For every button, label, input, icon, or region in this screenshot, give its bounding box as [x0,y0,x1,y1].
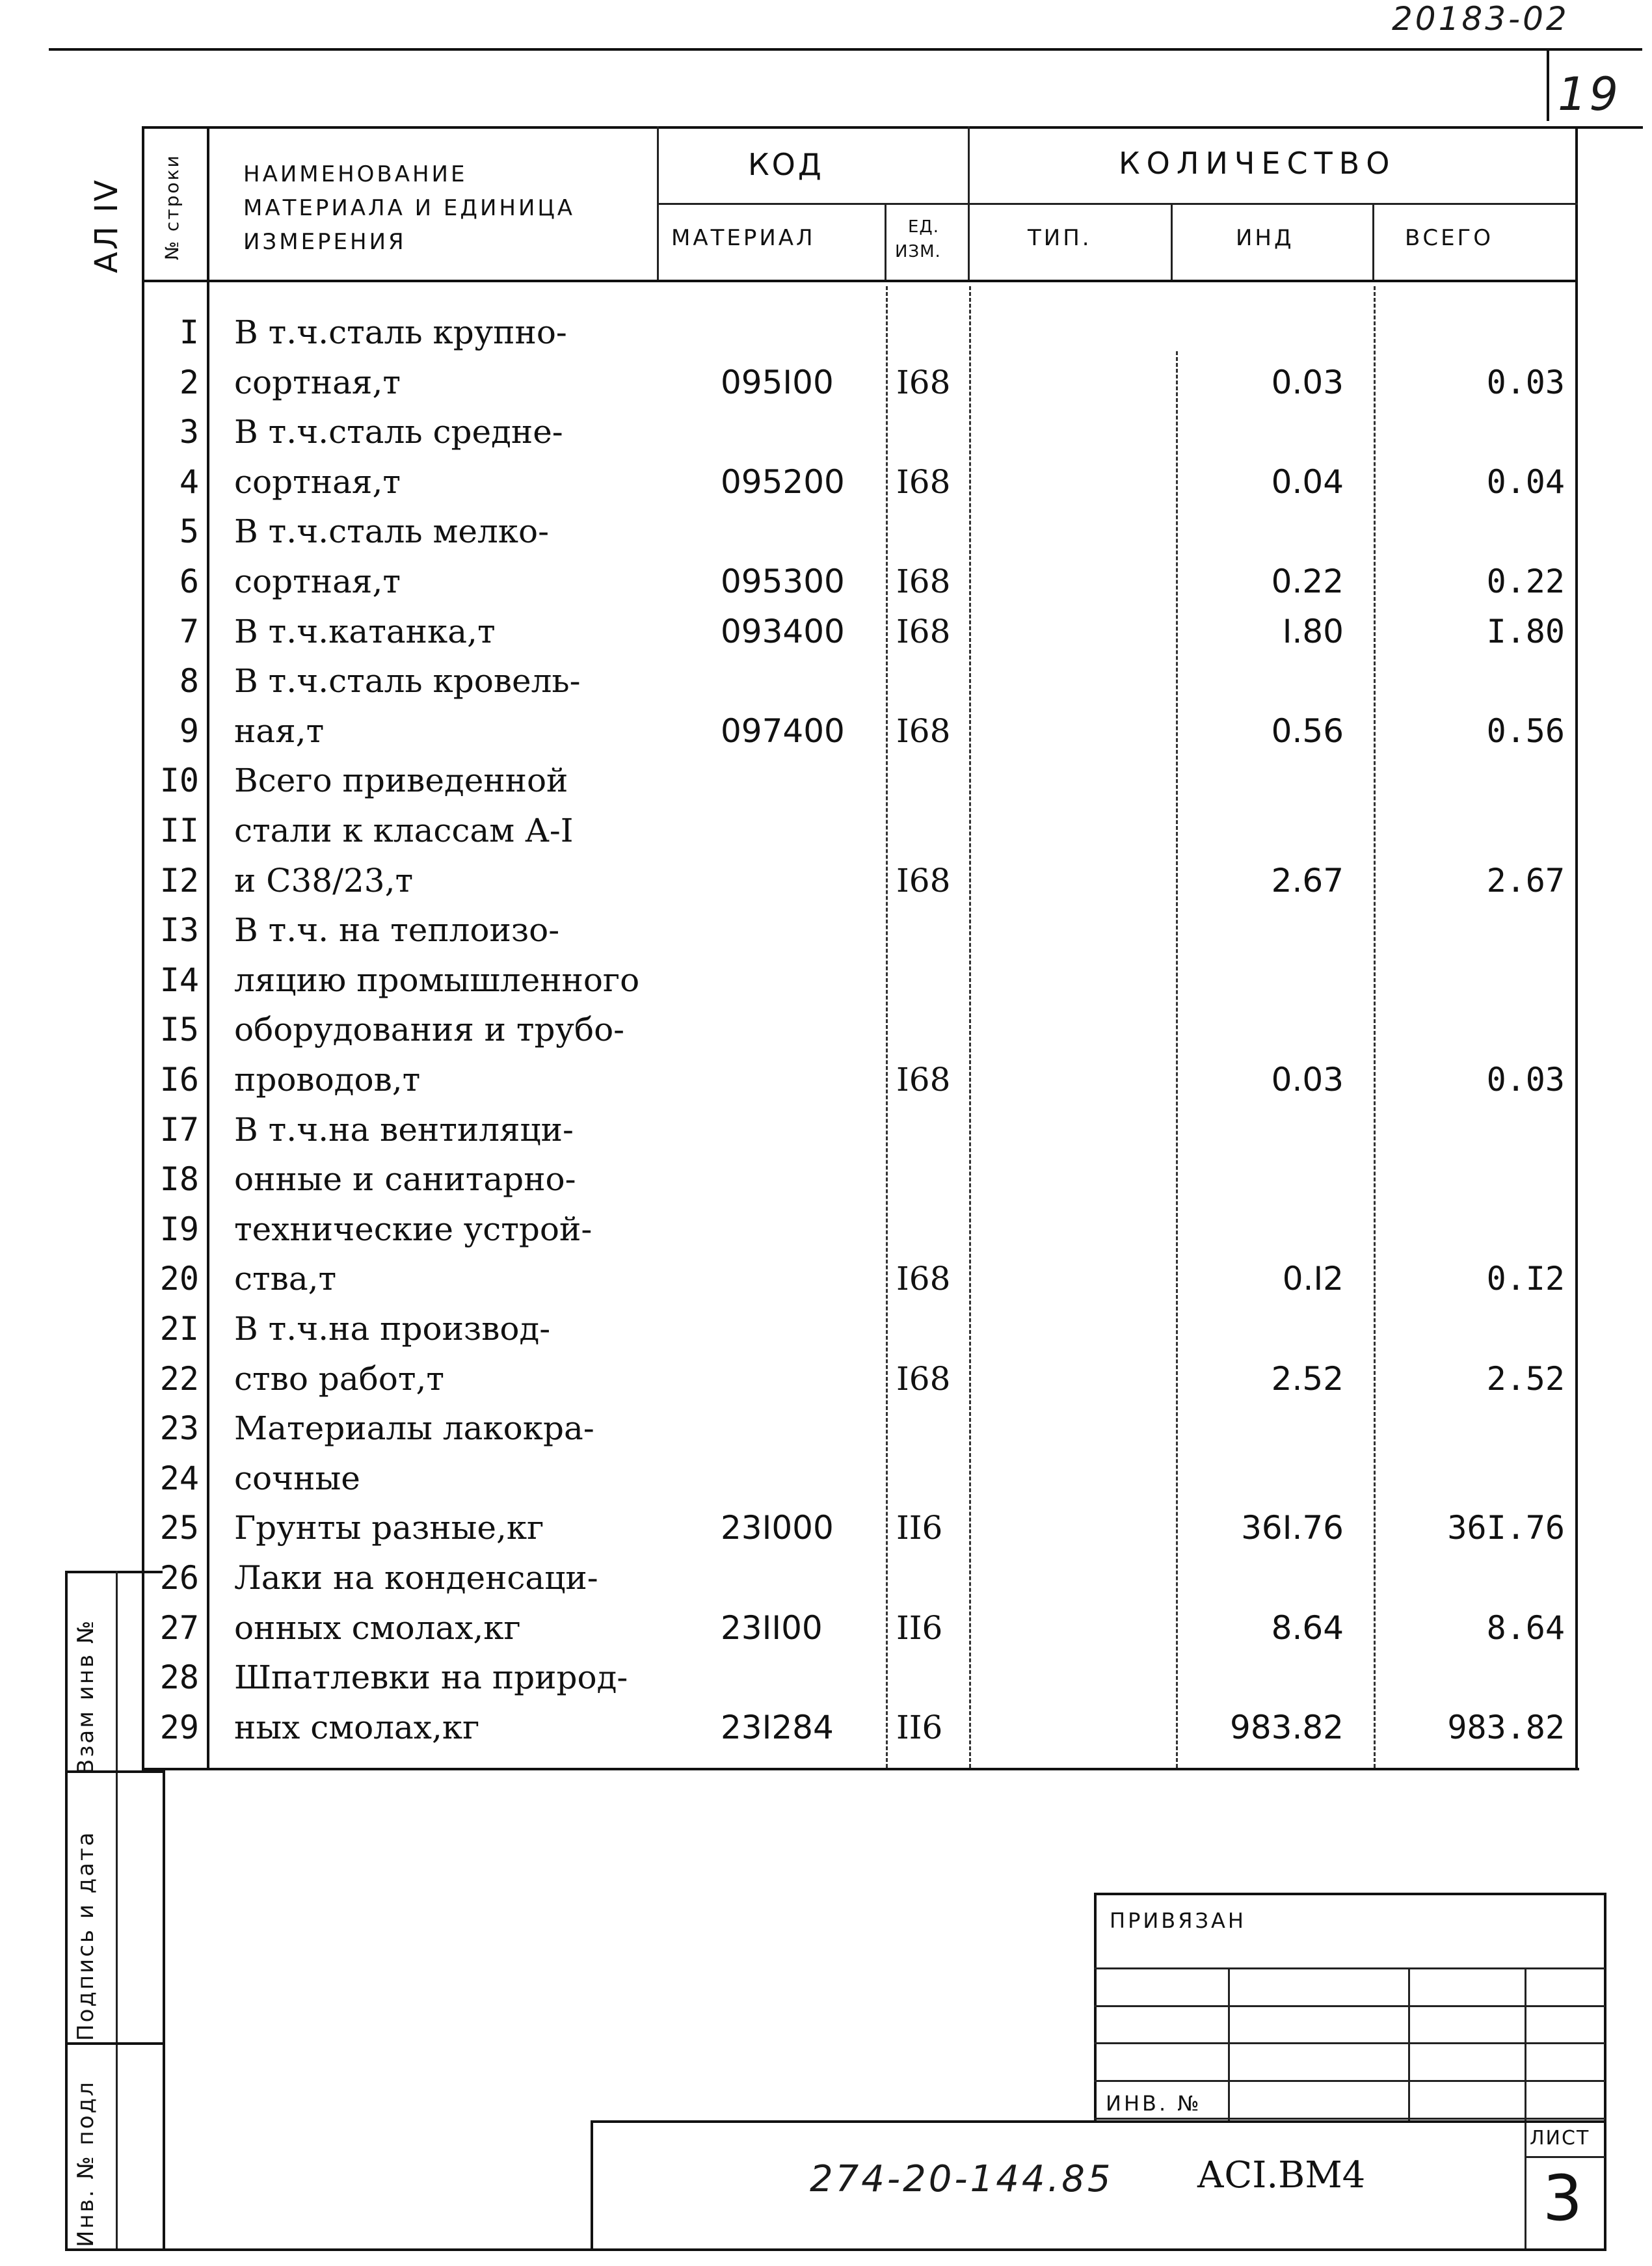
col-div-material-header [885,203,886,280]
row-total: 0.03 [1486,364,1565,401]
header-izm: ИЗМ. [895,242,941,261]
row-code: 093400 [721,613,845,650]
row-total: 983.82 [1447,1709,1565,1746]
row-ind: 2.67 [1271,862,1344,900]
row-name: Всего приведенной [234,762,568,799]
row-number: 24 [159,1460,199,1497]
side-strip-mid [116,1571,118,2248]
row-number: 29 [159,1709,199,1746]
table-header-bottom [142,280,1578,282]
col-div-unit [969,286,971,1768]
col-div-number [207,126,209,1768]
header-material: МАТЕРИАЛ [671,225,816,251]
row-name: сортная,т [234,563,401,600]
row-ind: 0.04 [1271,463,1344,501]
row-code: 23II00 [721,1609,823,1647]
list-number: 3 [1543,2162,1583,2235]
col-div-tip-header [1171,203,1173,280]
corner-box-line [1547,48,1549,121]
page-bottom-border [65,2248,1606,2251]
col-div-material [886,286,888,1768]
top-rule [49,48,1642,51]
top-stamp-number: 20183-02 [1392,0,1569,38]
row-name: В т.ч.сталь мелко- [234,513,549,550]
row-total: 0.04 [1486,463,1565,501]
row-unit: I68 [896,1360,951,1398]
stamp-rule-1 [1094,1967,1605,1969]
list-divider [1525,2156,1605,2158]
row-unit: I68 [896,364,951,401]
row-number: I0 [159,762,199,799]
row-name: проводов,т [234,1061,421,1099]
header-name-line3: ИЗМЕРЕНИЯ [243,229,406,255]
col-div-name-header [657,126,659,280]
row-ind: 0.I2 [1282,1260,1344,1298]
row-code: 095300 [721,563,845,600]
row-ind: 8.64 [1271,1609,1344,1647]
row-code: 23I284 [721,1709,834,1746]
row-number: II [159,812,199,849]
doc-code: 274-20-144.85 [810,2158,1113,2200]
header-ind: ИНД [1236,225,1294,251]
row-number: 8 [179,662,199,700]
stamp-rule-2 [1094,2005,1605,2007]
sheet-corner-number: 19 [1558,68,1621,121]
row-unit: I68 [896,613,951,650]
row-name: В т.ч.катанка,т [234,613,496,650]
row-number: 3 [179,413,199,451]
row-total: 0.22 [1486,563,1565,600]
row-number: 22 [159,1360,199,1398]
row-total: 8.64 [1486,1609,1565,1647]
header-row-no: № строки [161,153,183,260]
row-number: 7 [179,613,199,650]
podpis-label: Подпись и дата [73,1830,99,2041]
row-code: 095200 [721,463,845,501]
row-number: 4 [179,463,199,501]
row-number: I [179,313,199,351]
row-unit: I68 [896,463,951,501]
header-name-line1: НАИМЕНОВАНИЕ [243,161,468,187]
row-name: ство работ,т [234,1360,445,1398]
row-number: I6 [159,1061,199,1099]
row-name: ных смолах,кг [234,1709,480,1746]
row-number: 26 [159,1559,199,1597]
row-name: В т.ч.сталь крупно- [234,313,567,351]
row-unit: II6 [896,1709,943,1746]
stamp-privyazan: ПРИВЯЗАН [1110,1908,1246,1933]
row-number: I8 [159,1160,199,1198]
row-code: 095I00 [721,364,834,401]
col-div-unit-header [968,126,970,280]
row-number: 2I [159,1310,199,1348]
row-ind: 0.56 [1271,712,1344,750]
table-bottom-border [142,1768,1579,1770]
row-unit: I68 [896,712,951,750]
list-label: ЛИСТ [1530,2127,1590,2150]
stamp-right-border [1604,1893,1606,2248]
header-sub-rule [657,203,1578,205]
row-unit: II6 [896,1609,943,1647]
stamp-rule-4 [1094,2080,1605,2082]
header-ed: ЕД. [908,217,940,237]
album-label: АЛ IV [88,178,125,273]
row-name: сочные [234,1460,360,1497]
inv-zam-label: Взам инв № [73,1618,99,1774]
stamp-rule-3 [1094,2042,1605,2044]
row-name: В т.ч. на теплоизо- [234,911,560,949]
row-total: 36I.76 [1447,1509,1565,1547]
side-strip-left [65,1571,68,2248]
row-total: 2.67 [1486,862,1565,900]
row-ind: 0.03 [1271,364,1344,401]
table-right-border [1575,126,1578,1768]
row-number: I3 [159,911,199,949]
row-number: 9 [179,712,199,750]
row-number: 23 [159,1409,199,1447]
row-ind: 2.52 [1271,1360,1344,1398]
row-name: оборудования и трубо- [234,1011,625,1048]
col-div-ind [1374,286,1376,1768]
row-name: Материалы лакокра- [234,1409,594,1447]
row-number: 20 [159,1260,199,1298]
row-ind: 0.22 [1271,563,1344,600]
stamp-top-border [1094,1893,1606,1895]
stamp-rule-5 [1094,2118,1605,2120]
row-number: I2 [159,862,199,900]
row-unit: I68 [896,1260,951,1298]
row-code: 23I000 [721,1509,834,1547]
header-vsego: ВСЕГО [1405,225,1494,251]
row-total: I.80 [1486,613,1565,650]
row-number: 6 [179,563,199,600]
row-unit: I68 [896,563,951,600]
table-left-border [142,126,144,1768]
row-number: I4 [159,961,199,999]
row-name: Грунты разные,кг [234,1509,544,1547]
row-name: В т.ч.на вентиляци- [234,1111,574,1149]
row-number: I7 [159,1111,199,1149]
row-name: и С38/23,т [234,862,414,900]
row-number: 2 [179,364,199,401]
doc-block-left [591,2120,593,2248]
row-name: онных смолах,кг [234,1609,521,1647]
row-code: 097400 [721,712,845,750]
row-ind: 36I.76 [1241,1509,1344,1547]
lower-left-border [163,1768,165,2248]
side-strip-div2 [65,2042,163,2045]
row-name: ства,т [234,1260,337,1298]
table-top-border [142,126,1643,129]
row-total: 0.56 [1486,712,1565,750]
header-kolichestvo: КОЛИЧЕСТВО [1119,146,1396,181]
header-kod: КОД [748,147,824,182]
row-number: 25 [159,1509,199,1547]
stamp-col-2 [1408,1967,1410,2120]
inv-podl-label: Инв. № подл [73,2080,99,2247]
row-unit: I68 [896,862,951,900]
row-total: 2.52 [1486,1360,1565,1398]
row-name: стали к классам А-I [234,812,574,849]
row-name: Лаки на конденсаци- [234,1559,598,1597]
row-total: 0.03 [1486,1061,1565,1099]
doc-block-top [591,2120,1605,2123]
row-number: 28 [159,1659,199,1696]
row-unit: I68 [896,1061,951,1099]
row-number: I5 [159,1011,199,1048]
doc-mark: АСI.ВМ4 [1197,2154,1366,2196]
row-ind: 0.03 [1271,1061,1344,1099]
row-ind: I.80 [1282,613,1344,650]
row-total: 0.I2 [1486,1260,1565,1298]
col-div-tip [1176,351,1178,1768]
stamp-col-1 [1228,1967,1230,2120]
row-unit: II6 [896,1509,943,1547]
row-ind: 983.82 [1230,1709,1344,1746]
header-name-line2: МАТЕРИАЛА И ЕДИНИЦА [243,195,576,221]
row-name: технические устрой- [234,1210,593,1248]
row-number: I9 [159,1210,199,1248]
row-number: 5 [179,513,199,550]
stamp-col-3 [1525,1967,1526,2248]
row-name: В т.ч.сталь средне- [234,413,563,451]
row-name: Шпатлевки на природ- [234,1659,628,1696]
row-number: 27 [159,1609,199,1647]
row-name: сортная,т [234,364,401,401]
row-name: сортная,т [234,463,401,501]
header-tip: ТИП. [1028,225,1092,251]
row-name: ляцию промышленного [234,961,640,999]
row-name: В т.ч.сталь кровель- [234,662,581,700]
row-name: онные и санитарно- [234,1160,576,1198]
row-name: ная,т [234,712,325,750]
row-name: В т.ч.на производ- [234,1310,551,1348]
col-div-ind-header [1372,203,1374,280]
stamp-inv-no: ИНВ. № [1106,2091,1202,2116]
side-strip-div1 [65,1770,163,1773]
